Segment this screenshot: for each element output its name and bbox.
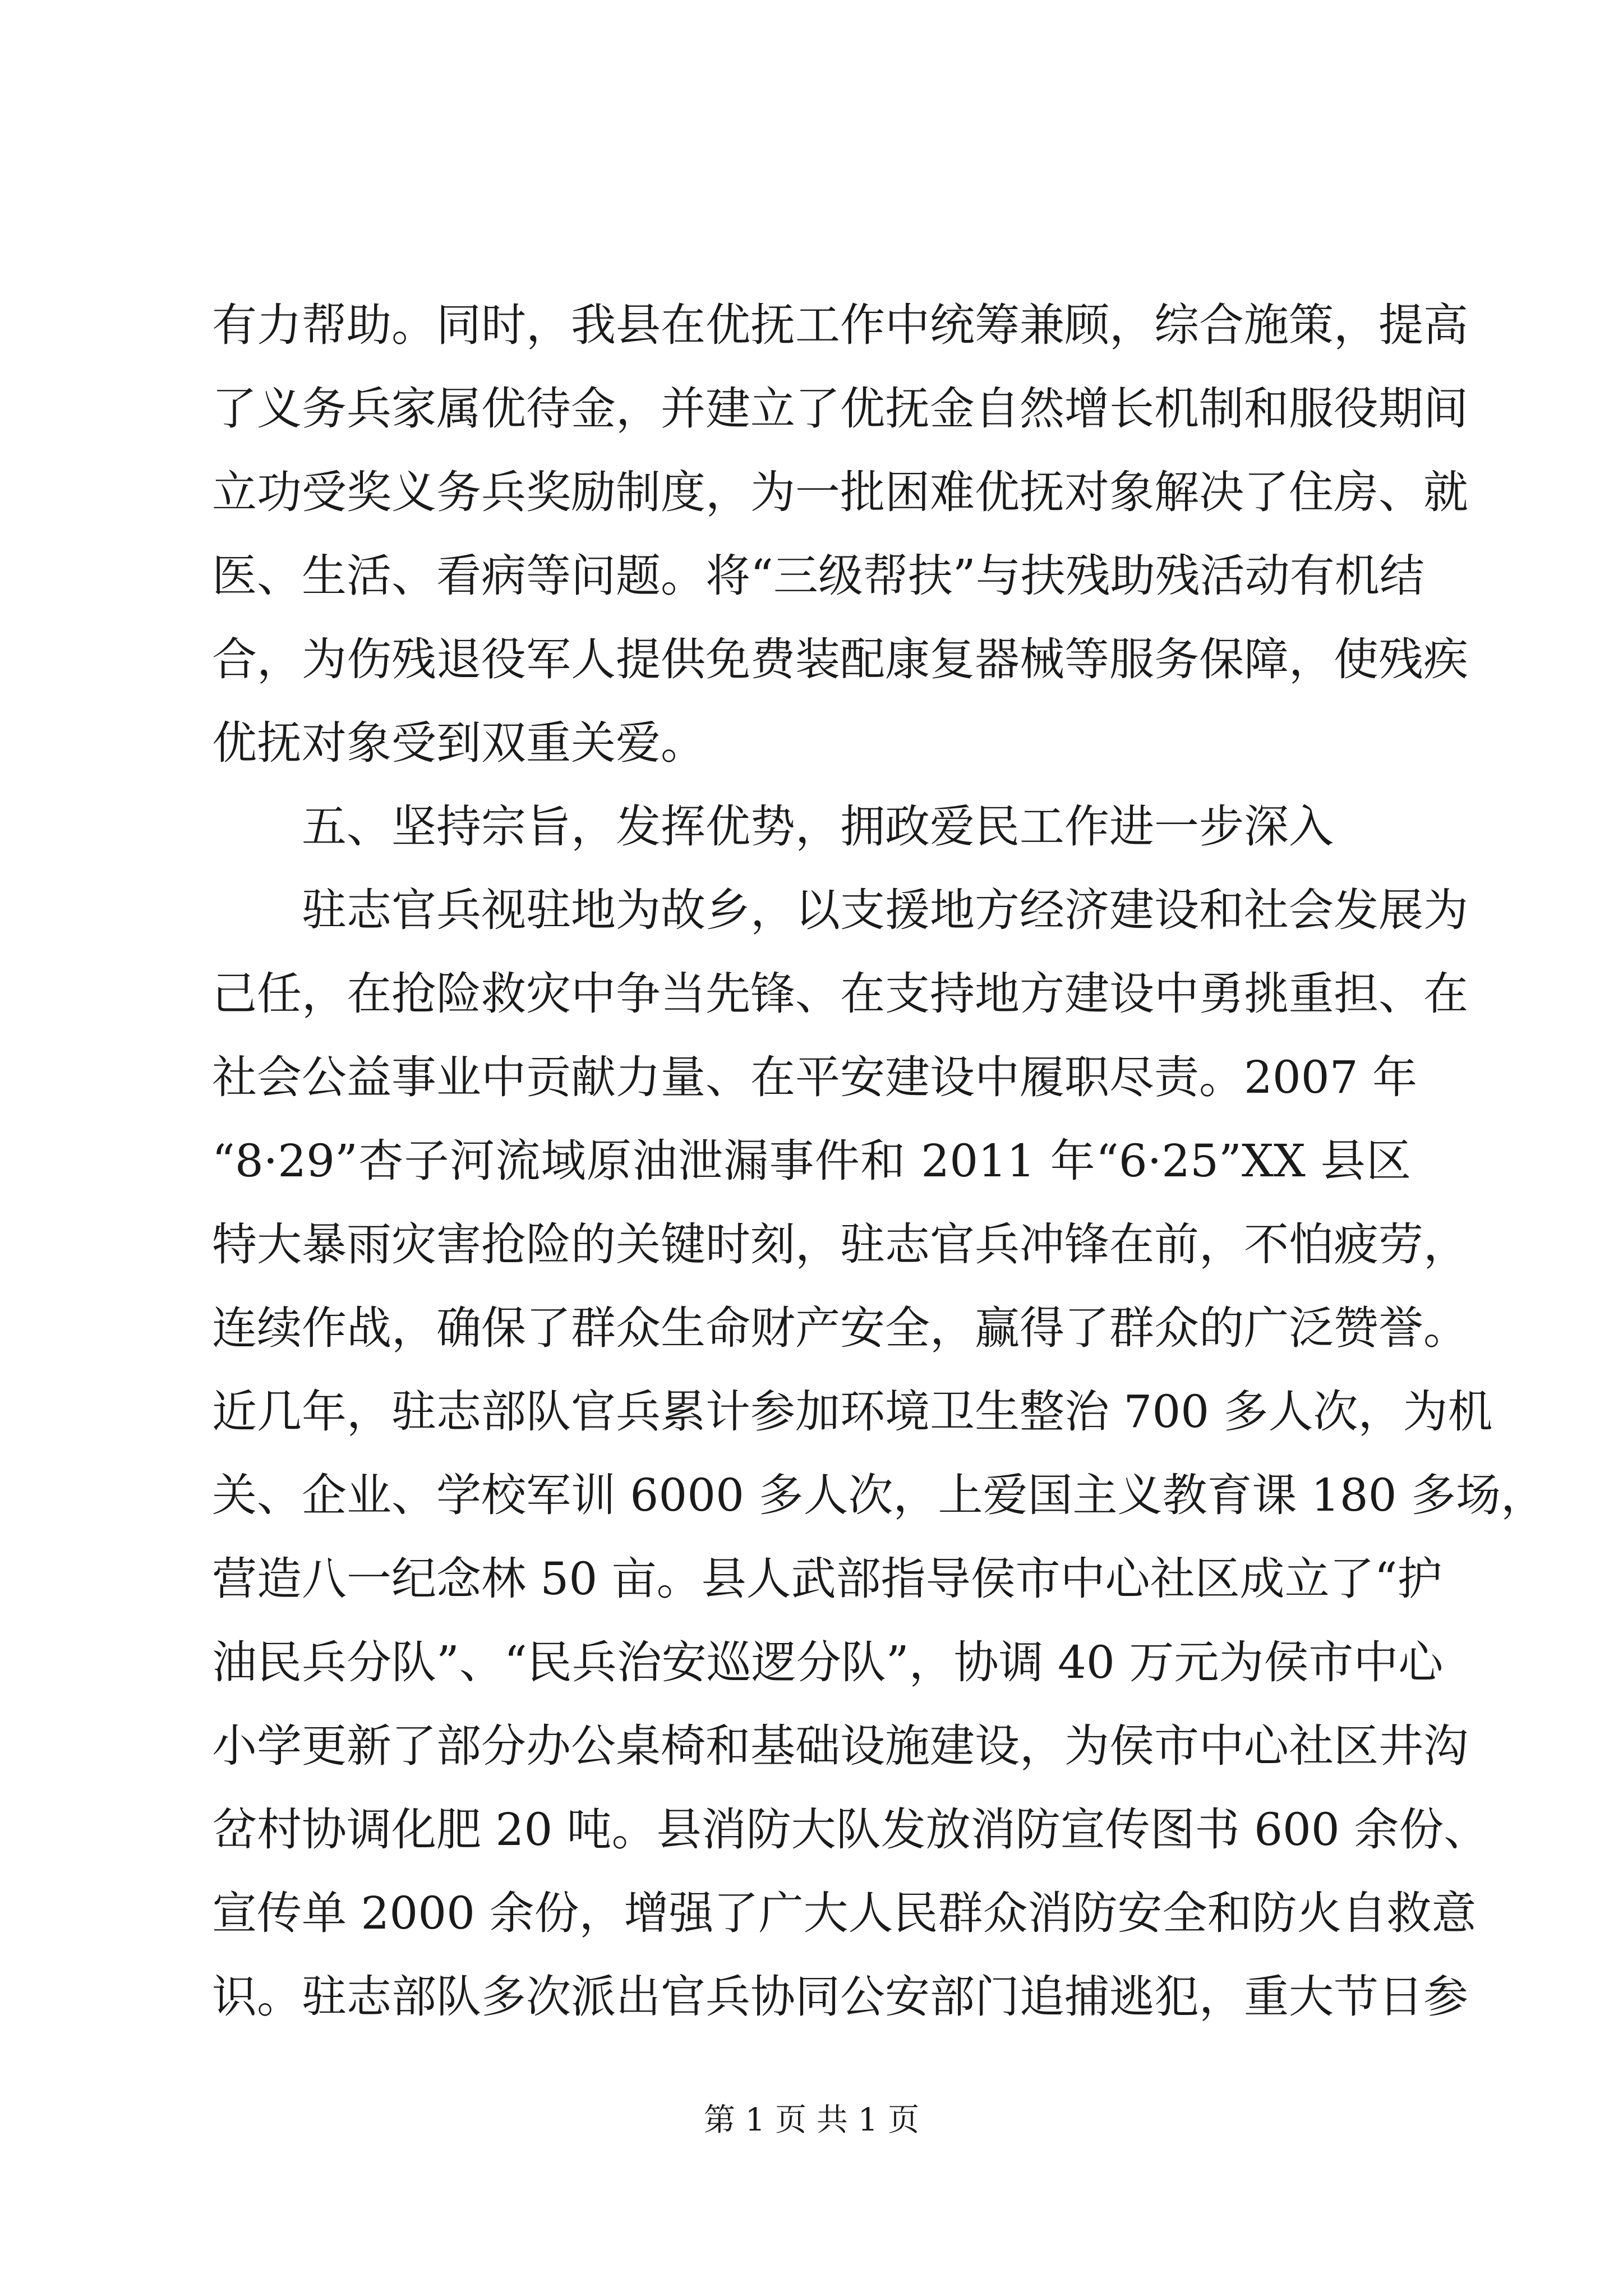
text-line: 小学更新了部分办公桌椅和基础设施建设，为侯市中心社区井沟 — [212, 1720, 1468, 1772]
document-body — [212, 283, 1546, 2039]
text-line: 立功受奖义务兵奖励制度，为一批困难优抚对象解决了住房、就 — [212, 466, 1468, 518]
text-line: 合，为伤残退役军人提供免费装配康复器械等服务保障，使残疾 — [212, 633, 1468, 685]
text-line: 近几年，驻志部队官兵累计参加环境卫生整治 700 多人次，为机 — [212, 1386, 1493, 1438]
text-line: “8·29”杏子河流域原油泄漏事件和 2011 年“6·25”XX 县区 — [212, 1135, 1411, 1187]
section-heading: 五、坚持宗旨，发挥优势，拥政爱民工作进一步深入 — [302, 800, 1334, 853]
page-footer: 第 1 页 共 1 页 — [703, 2102, 920, 2138]
text-line: 医、生活、看病等问题。将“三级帮扶”与扶残助残活动有机结 — [212, 550, 1424, 602]
text-line: 己任，在抢险救灾中争当先锋、在支持地方建设中勇挑重担、在 — [212, 968, 1468, 1020]
text-line: 营造八一纪念林 50 亩。县人武部指导侯市中心社区成立了“护 — [212, 1553, 1442, 1605]
text-line: 关、企业、学校军训 6000 多人次，上爱国主义教育课 180 多场， — [212, 1469, 1546, 1521]
text-line: 有力帮助。同时，我县在优抚工作中统筹兼顾，综合施策，提高 — [212, 299, 1468, 351]
text-line: 特大暴雨灾害抢险的关键时刻，驻志官兵冲锋在前，不怕疲劳， — [212, 1218, 1468, 1271]
text-line: 识。驻志部队多次派出官兵协同公安部门追捕逃犯，重大节日参 — [212, 1971, 1468, 2023]
text-line: 驻志官兵视驻地为故乡，以支援地方经济建设和社会发展为 — [302, 884, 1468, 936]
text-line: 优抚对象受到双重关爱。 — [212, 717, 706, 769]
text-line: 油民兵分队”、“民兵治安巡逻分队”，协调 40 万元为侯市中心 — [212, 1636, 1444, 1688]
text-line: 了义务兵家属优待金，并建立了优抚金自然增长机制和服役期间 — [212, 383, 1468, 435]
text-line: 岔村协调化肥 20 吨。县消防大队发放消防宣传图书 600 余份、 — [212, 1803, 1489, 1856]
text-line: 连续作战，确保了群众生命财产安全，赢得了群众的广泛赞誉。 — [212, 1302, 1468, 1354]
text-line: 宣传单 2000 余份，增强了广大人民群众消防安全和防火自救意 — [212, 1887, 1477, 1939]
text-line: 社会公益事业中贡献力量、在平安建设中履职尽责。2007 年 — [212, 1051, 1418, 1103]
